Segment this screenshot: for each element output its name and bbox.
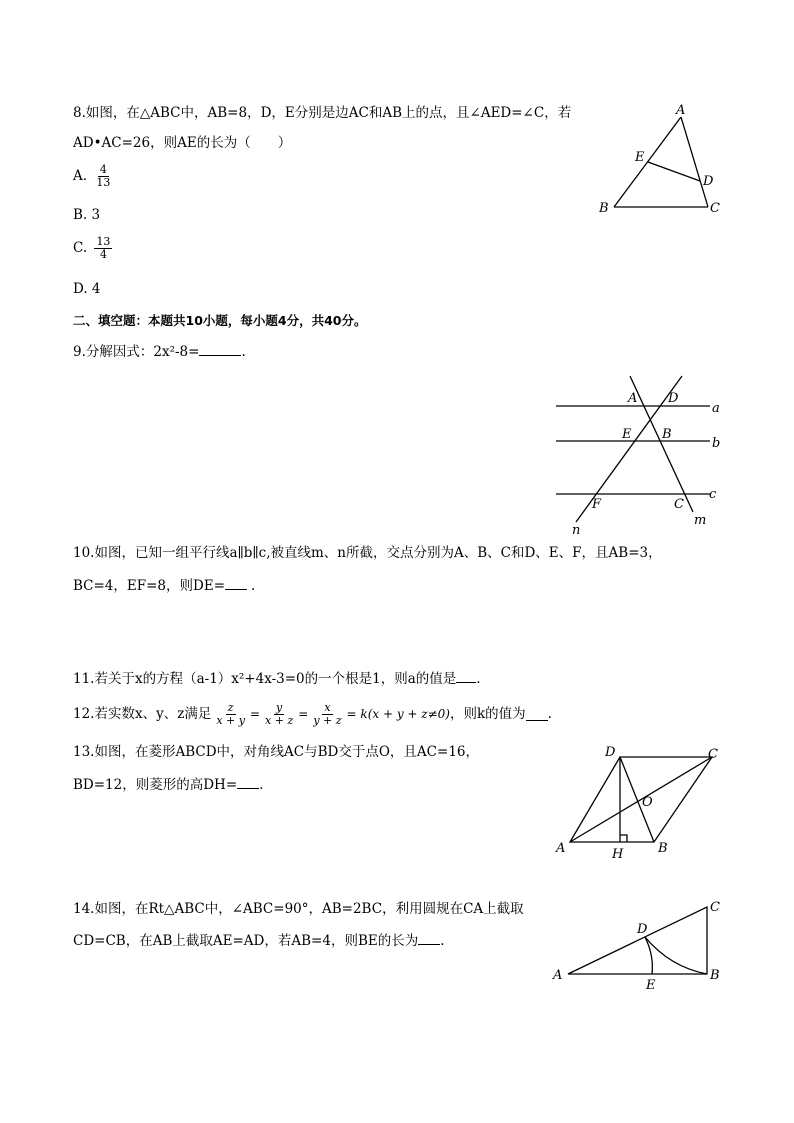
q10-label-line-a: a	[712, 401, 720, 416]
q12-fraction-2-numerator: y	[276, 700, 283, 714]
q8-edge-ac	[681, 117, 708, 207]
q10-parallel-lines-figure	[550, 372, 740, 538]
q8-line2: AD•AC=26，则AE的长为（ ）	[73, 135, 292, 151]
q10-label-line-c: c	[709, 487, 717, 502]
q13-line2-text: BD=12，则菱形的高DH=	[73, 777, 238, 793]
q13-label-a: A	[556, 841, 566, 856]
q13-end: .	[259, 777, 264, 793]
q14-triangle	[568, 907, 707, 974]
q12-suffix: ，则k的值为	[449, 706, 526, 722]
q14-arc-cd-cb	[645, 937, 707, 974]
q13-label-c: C	[708, 747, 718, 762]
q8-triangle-figure	[590, 100, 730, 220]
q13-line2	[73, 776, 263, 794]
q14-label-e: E	[646, 978, 656, 993]
q12-fraction-3	[311, 702, 343, 727]
q12-fraction-3-numerator: x	[324, 700, 331, 714]
q12-fraction-2-denominator: x + z	[265, 713, 294, 727]
q10-label-c: C	[674, 497, 684, 512]
q14-answer-blank	[418, 932, 440, 945]
q14-label-c: C	[710, 900, 720, 915]
q8-label-d: D	[703, 174, 714, 189]
q13-label-b: B	[658, 841, 668, 856]
q12-fraction-1-numerator: z	[227, 700, 234, 714]
q8-option-c-label: C.	[73, 240, 88, 256]
q8-option-a-numerator: 4	[99, 163, 107, 176]
q11-answer-blank	[456, 670, 476, 683]
q12-fraction-1-denominator: x + y	[216, 713, 245, 727]
q11-end: .	[476, 671, 481, 687]
q9-line	[73, 343, 246, 361]
q12-answer-blank	[526, 708, 548, 721]
q8-option-a	[73, 164, 115, 189]
q13-label-h: H	[612, 847, 624, 862]
q14-arc-ae-ad	[645, 937, 652, 974]
q9-text: 9.分解因式：2x²-8=	[73, 344, 200, 360]
q9-answer-blank	[199, 343, 241, 356]
q8-label-c: C	[710, 201, 720, 216]
q8-option-b: B. 3	[73, 207, 101, 223]
q12-prefix: 12.若实数x、y、z满足	[73, 706, 212, 722]
q13-right-angle-mark	[620, 835, 627, 842]
q12-fraction-2	[263, 702, 295, 727]
q12-end: .	[547, 706, 552, 722]
q10-label-line-b: b	[712, 436, 721, 451]
q8-option-a-denominator: 13	[96, 176, 111, 189]
q13-diagonal-ac	[570, 757, 712, 842]
q12-tail-math: = k(x + y + z≠0)	[346, 707, 450, 721]
q14-end: .	[440, 933, 445, 949]
q10-label-d: D	[668, 391, 679, 406]
q14-label-a: A	[553, 968, 563, 983]
q8-line1: 8.如图，在△ABC中，AB=8，D，E分别是边AC和AB上的点，且∠AED=∠C，若	[73, 105, 572, 121]
q8-option-d: D. 4	[73, 281, 101, 297]
q8-option-c	[73, 236, 115, 261]
q8-option-c-fraction	[94, 236, 112, 261]
q8-edge-ab	[614, 117, 681, 207]
q10-label-f: F	[592, 497, 602, 512]
q8-option-c-numerator: 13	[96, 235, 111, 248]
q14-line1: 14.如图，在Rt△ABC中，∠ABC=90°，AB=2BC，利用圆规在CA上截取	[73, 901, 524, 917]
q8-option-c-denominator: 4	[99, 248, 107, 261]
q8-option-a-label: A.	[73, 168, 88, 184]
q13-answer-blank	[237, 776, 259, 789]
q10-answer-blank	[225, 577, 247, 590]
q11-text: 11.若关于x的方程（a-1）x²+4x-3=0的一个根是1，则a的值是	[73, 671, 457, 687]
q12-equals-1: =	[249, 707, 261, 721]
q11-line	[73, 670, 481, 688]
q10-label-a: A	[628, 391, 638, 406]
q10-label-line-n: n	[572, 523, 581, 538]
q10-line2-text: BC=4，EF=8，则DE=	[73, 578, 226, 594]
q13-rhombus-figure	[550, 740, 740, 865]
q14-line2	[73, 932, 445, 950]
q10-end: .	[251, 578, 256, 594]
q8-label-b: B	[599, 201, 609, 216]
q13-label-d: D	[605, 745, 616, 760]
q12-fraction-1	[214, 702, 247, 727]
q14-triangle-figure	[550, 895, 740, 995]
q12-fraction-3-denominator: y + z	[313, 713, 342, 727]
q10-line-m	[630, 376, 693, 512]
q8-label-a: A	[676, 103, 686, 118]
q8-label-e: E	[635, 150, 645, 165]
q13-label-o: O	[642, 795, 653, 810]
section2-heading: 二、填空题：本题共10小题，每小题4分，共40分。	[73, 313, 367, 328]
q10-label-b: B	[662, 427, 672, 442]
q10-line1: 10.如图，已知一组平行线a∥b∥c,被直线m、n所截，交点分别为A、B、C和D、E、F，且AB=3，	[73, 545, 662, 561]
q8-segment-de	[648, 162, 700, 181]
q10-line2	[73, 577, 255, 595]
q10-label-e: E	[622, 427, 632, 442]
q9-end: .	[241, 344, 246, 360]
q13-line1: 13.如图，在菱形ABCD中，对角线AC与BD交于点O，且AC=16，	[73, 744, 480, 760]
q12-equals-2: =	[298, 707, 309, 721]
q10-label-line-m: m	[694, 513, 707, 528]
q12-line	[73, 697, 552, 731]
q8-option-a-fraction	[94, 164, 112, 189]
q14-label-b: B	[710, 968, 720, 983]
q14-label-d: D	[637, 922, 648, 937]
q14-line2-text: CD=CB，在AB上截取AE=AD，若AB=4，则BE的长为	[73, 933, 419, 949]
